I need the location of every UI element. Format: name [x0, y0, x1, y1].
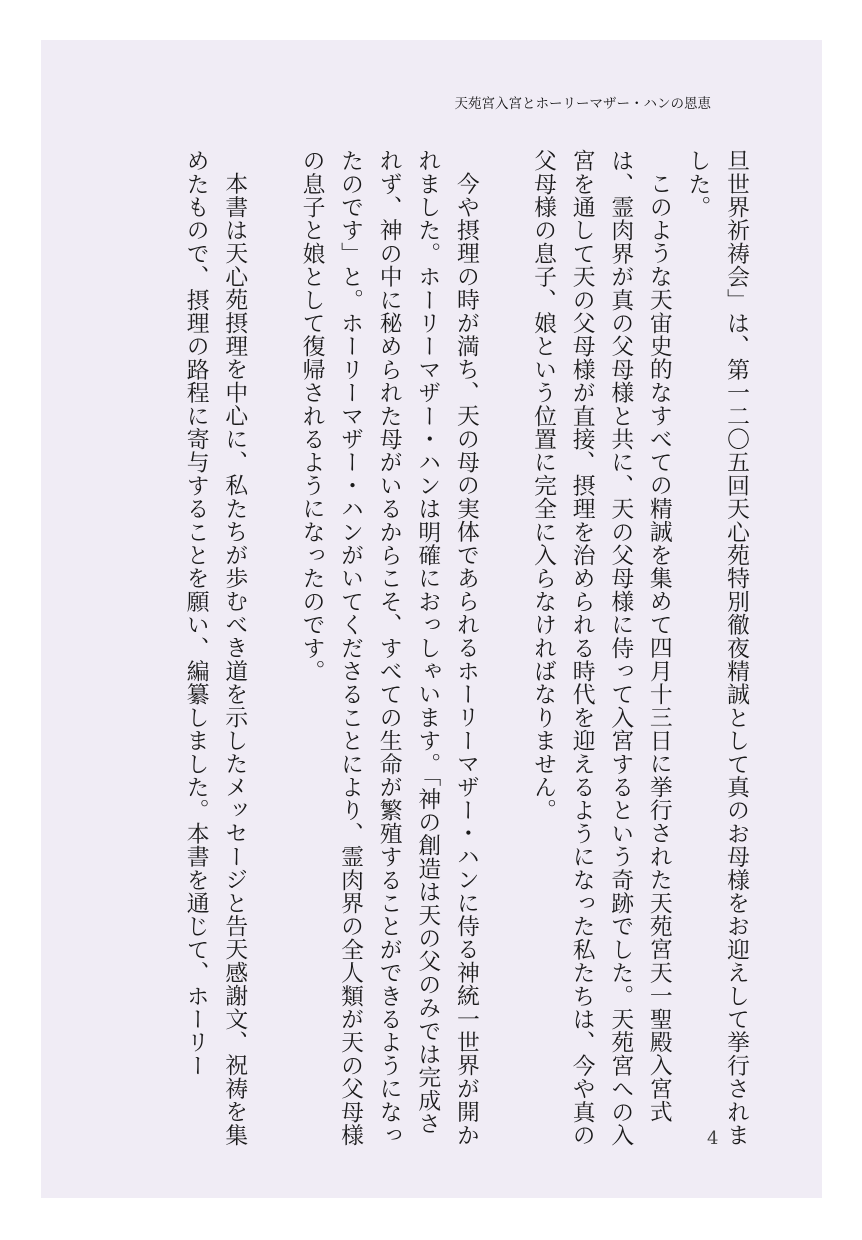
paragraph-gap [253, 149, 292, 1149]
body-text [176, 149, 755, 1149]
paragraph-3: 今や摂理の時が満ち、天の母の実体であられるホーリーマザー・ハンに侍る神統一世界が開かれました。ホーリーマザー・ハンは明確におっしゃいます。「神の創造は天の父のみでは完成されず、神の中に秘められた母がいるからこそ、すべての生命が繁殖することができるようになったのです」と。ホーリーマザー・ハンがいてくださることにより、霊肉界の全人類が天の父母様の息子と娘として復帰されるようになったのです。 [298, 149, 479, 1147]
page-number: 4 [707, 1128, 719, 1149]
running-header: 天苑宮入宮とホーリーマザー・ハンの恩恵 [454, 96, 711, 112]
document-page [41, 40, 822, 1198]
paragraph-gap [485, 149, 524, 1149]
paragraph-2: このような天宙史的なすべての精誠を集めて四月十三日に挙行された天苑宮天一聖殿入宮式は、霊肉界が真の父母様と共に、天の父母様に侍って入宮するという奇跡でした。天苑宮への入宮を通して天の父母様が直接、摂理を治められる時代を迎えるようになった私たちは、今や真の父母様の息子、娘という位置に完全に入らなければなりません。 [530, 149, 672, 1147]
paragraph-1: 旦世界祈祷会」は、第一二〇五回天心苑特別徹夜精誠として真のお母様をお迎えして挙行されました。 [684, 149, 749, 1147]
paragraph-4: 本書は天心苑摂理を中心に、私たちが歩むべき道を示したメッセージと告天感謝文、祝祷を集めたもので、摂理の路程に寄与することを願い、編纂しました。本書を通じて、ホーリー [182, 149, 248, 1147]
